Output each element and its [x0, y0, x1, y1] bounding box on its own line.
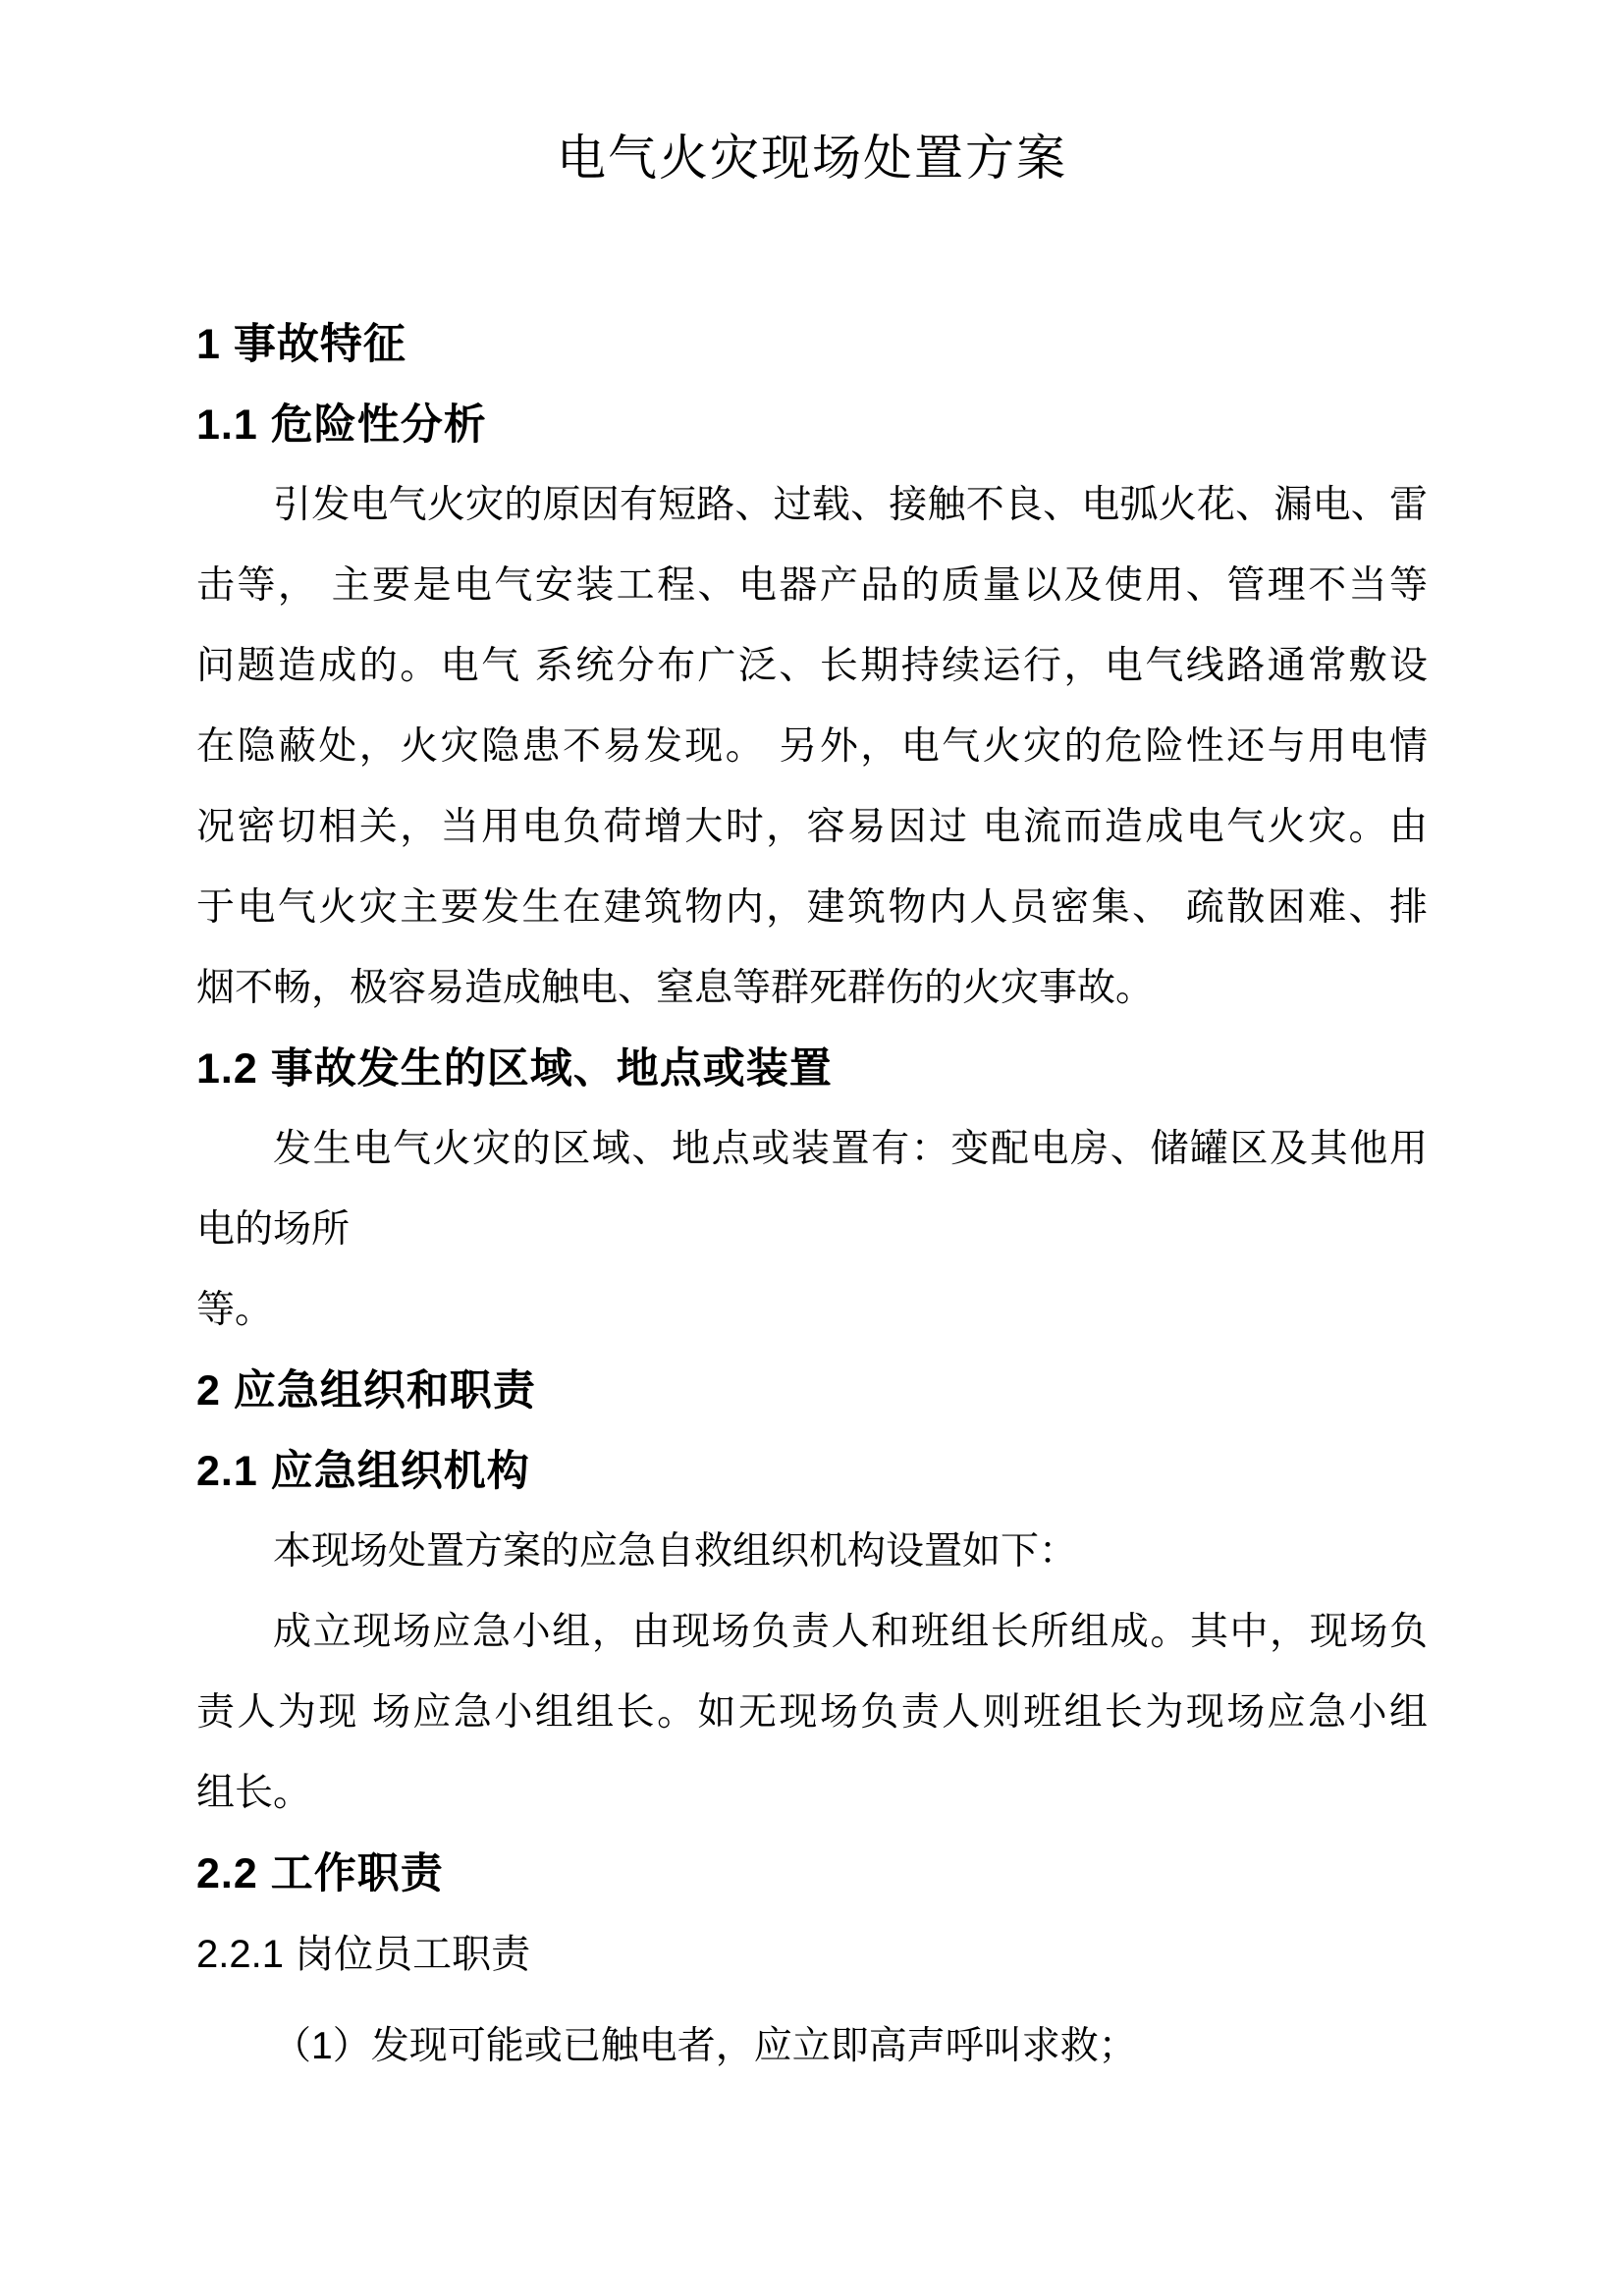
paragraph-line: 等。 [196, 1289, 274, 1331]
paragraph-line: 引发电气火灾的原因有短路、过载、接触不良、电弧火花、漏电、雷 [273, 484, 1428, 526]
heading-1-1-risk-analysis: 1.1 危险性分析 [196, 401, 487, 449]
paragraph-line: 组长。 [196, 1772, 312, 1814]
heading-1-accident-features: 1 事故特征 [196, 321, 406, 368]
heading-2-2-work-duties: 2.2 工作职责 [196, 1850, 444, 1897]
paragraph-line: 问题造成的。电气 系统分布广泛、长期持续运行，电气线路通常敷设 [196, 645, 1428, 687]
heading-2-1-org-structure: 2.1 应急组织机构 [196, 1448, 530, 1495]
paragraph-line: 本现场处置方案的应急自救组织机构设置如下： [273, 1530, 1078, 1573]
list-item-1: （1）发现可能或已触电者，应立即高声呼叫求救； [273, 2025, 1137, 2067]
paragraph-line: 击等， 主要是电气安装工程、电器产品的质量以及使用、管理不当等 [196, 564, 1428, 607]
paragraph-line: 况密切相关，当用电负荷增大时，容易因过 电流而造成电气火灾。由 [196, 806, 1428, 848]
doc-title: 电气火灾现场处置方案 [557, 131, 1067, 186]
heading-2-2-1-staff-duties: 2.2.1 岗位员工职责 [196, 1933, 531, 1976]
paragraph-line: 烟不畅，极容易造成触电、窒息等群死群伤的火灾事故。 [196, 967, 1155, 1009]
paragraph-line: 成立现场应急小组，由现场负责人和班组长所组成。其中，现场负 [273, 1611, 1428, 1653]
paragraph-line: 在隐蔽处，火灾隐患不易发现。 另外，电气火灾的危险性还与用电情 [196, 725, 1428, 768]
paragraph-line: 电的场所 [196, 1208, 351, 1251]
heading-1-2-accident-locations: 1.2 事故发生的区域、地点或装置 [196, 1045, 833, 1093]
paragraph-line: 发生电气火灾的区域、地点或装置有：变配电房、储罐区及其他用 [273, 1128, 1428, 1170]
paragraph-line: 责人为现 场应急小组组长。如无现场负责人则班组长为现场应急小组 [196, 1691, 1428, 1734]
heading-2-emergency-org: 2 应急组织和职责 [196, 1367, 536, 1415]
paragraph-line: 于电气火灾主要发生在建筑物内，建筑物内人员密集、 疏散困难、排 [196, 886, 1428, 929]
